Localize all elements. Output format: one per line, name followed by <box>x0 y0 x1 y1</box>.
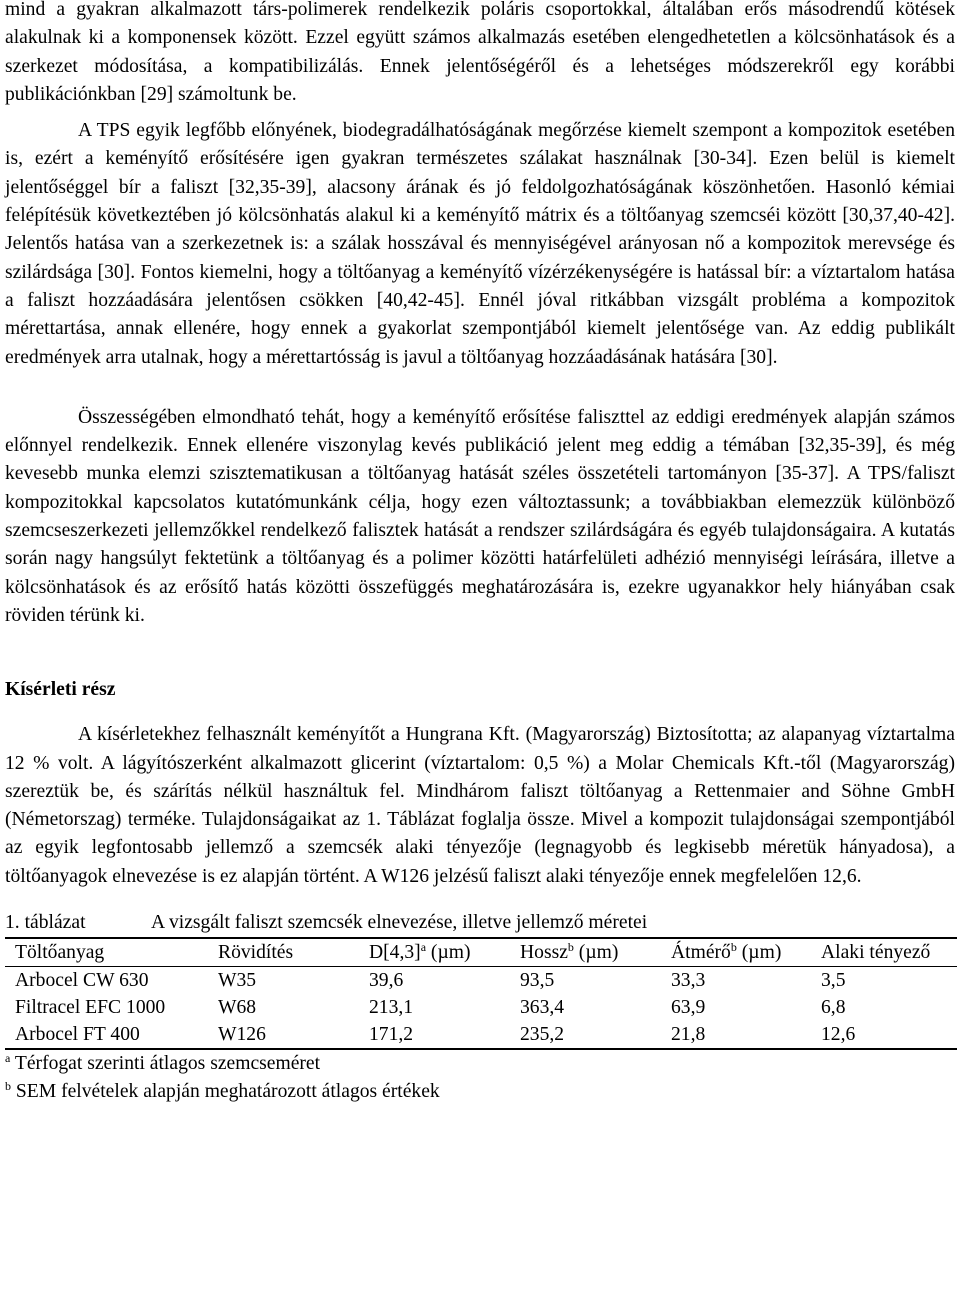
cell-aspect-ratio: 3,5 <box>821 969 846 991</box>
document-page <box>5 0 955 1106</box>
cell-length: 93,5 <box>520 969 555 991</box>
cell-d43: 171,2 <box>359 1021 510 1049</box>
header-length: Hossz$^b$ (µm) <box>510 938 661 967</box>
paragraph-intro-continuation: mind a gyakran alkalmazott társ-polimerek rendelkezik poláris csoportokkal, általában erős másodrendű kötések alakulnak ki a komponensek között. Ezzel együtt számos alkalmazás esetében elengedhetetlen a kölcsönhatások és a szerkezet módosítása, a kompatibilizálás. Ennek jelentőségéről és a lehetséges módszerekről egy korábbi publikációnkban [29] számoltunk be. <box>5 0 955 105</box>
table-row <box>5 967 957 995</box>
cell-diameter: 21,8 <box>661 1021 811 1049</box>
header-aspect-ratio: Alaki tényező <box>811 938 957 967</box>
cell-filler: Arbocel FT 400 <box>5 1021 208 1049</box>
table-caption-text: A vizsgált faliszt szemcsék elnevezése, illetve jellemző méretei <box>151 912 648 934</box>
cell-filler: Arbocel CW 630 <box>15 969 149 991</box>
cell-abbreviation: W35 <box>218 969 257 991</box>
filler-properties-table <box>5 937 957 1050</box>
cell-d43: 213,1 <box>369 996 414 1018</box>
cell-aspect-ratio: 12,6 <box>811 1021 957 1049</box>
header-abbreviation: Rövidítés <box>208 938 359 967</box>
header-diameter: Átmérő$^b$ (µm) <box>661 938 811 967</box>
paragraph-tps-advantages: A TPS egyik legfőbb előnyének, biodegradálhatóságának megőrzése kiemelt szempont a kompozitok esetében is, ezért a keményítő erősítésére igen gyakran természetes szálakat használnak [30-34]. Ezen belül is kiemelt jelentőséggel bír a faliszt [32,35-39], alacsony árának és jó feldolgozhatóságának köszönhetően. Hasonló kémiai felépítésük következtében jó kölcsönhatás alakul ki a keményítő mátrix és a töltőanyag szemcséi között [30,37,40-42]. Jelentős hatása van a szerkezetnek is: a szálak hosszával és mennyiségével arányosan nő a kompozitok merevsége és szilárdsága [30]. Fontos kiemelni, hogy a töltőanyag a keményítő vízérzékenységére is hatással bír: a víztartalom hatása a faliszt hozzáadására jelentősen csökken [40,42-45]. Ennél jóval ritkábban vizsgált probléma a kompozitok mérettartása, annak ellenére, hogy ennek a gyakorlat szempontjából kiemelt jelentősége van. Az eddig publikált eredmények arra utalnak, hogy a mérettartósság is javul a töltőanyag hozzáadásának hatására [30]. <box>5 120 955 368</box>
table-row <box>5 994 957 1021</box>
cell-abbreviation: W126 <box>208 1021 359 1049</box>
header-filler: Töltőanyag <box>5 938 208 967</box>
table-number: 1. táblázat <box>5 912 86 934</box>
cell-abbreviation: W68 <box>218 996 257 1018</box>
cell-length: 363,4 <box>520 996 565 1018</box>
cell-diameter: 63,9 <box>671 996 706 1018</box>
paragraph-summary: Összességében elmondható tehát, hogy a keményítő erősítése faliszttel az eddigi eredmények alapján számos előnnyel rendelkezik. Ennek ellenére viszonylag kevés publikáció jelent meg eddig a témában [32,35-39], és még kevesebb munka elemzi szisztematikusan a töltőanyag hatását széles összetételi tartományon [35-37]. A TPS/faliszt kompozitokkal kapcsolatos kutatómunkánk célja, hogy ezen változtassunk; a továbbiakban elemezzük különböző szemcseszerkezeti jellemzőkkel rendelkező falisztek hatását a rendszer szilárdságára és egyéb tulajdonságaira. A kutatás során nagy hangsúlyt fektetünk a töltőanyag és a polimer közötti határfelületi adhézió mennyiségi leírására, illetve a kölcsönhatások és az erősítő hatás közötti összefüggés meghatározására is, ezekre ugyanakkor hely hiányában csak röviden térünk ki. <box>5 406 955 626</box>
table-row <box>5 1021 957 1049</box>
cell-d43: 39,6 <box>369 969 404 991</box>
cell-length: 235,2 <box>510 1021 661 1049</box>
cell-diameter: 33,3 <box>671 969 706 991</box>
paragraph-materials: A kísérletekhez felhasznált keményítőt a Hungrana Kft. (Magyarország) Biztosította; az alapanyag víztartalma 12 % volt. A lágyítószerként alkalmazott glicerint (víztartalom: 0,5 %) a Molar Chemicals Kft.-től (Magyarország) szereztük be, és szárítás nélkül használtuk fel. Mindhárom faliszt töltőanyag a Rettenmaier and Söhne GmbH (Németorszag) terméke. Tulajdonságaikat az 1. Táblázat foglalja össze. Mivel a kompozit tulajdonságai szempontjából az egyik legfontosabb jellemző a szemcsék alaki tényezője (legnagyobb és legkisebb méretük hányadosa), a töltőanyagok elnevezése is ez alapján történt. A W126 jelzésű faliszt alaki tényezője ennek megfelelően 12,6. <box>5 724 955 887</box>
table-footnote-b: $^b$ SEM felvételek alapján meghatározott átlagos értékek <box>5 1079 440 1103</box>
cell-filler: Filtracel EFC 1000 <box>15 996 166 1018</box>
cell-aspect-ratio: 6,8 <box>821 996 846 1018</box>
header-d43: $D[4,3]^a$ (µm) <box>359 938 510 967</box>
table-header-row <box>5 938 957 967</box>
section-heading-experimental: Kísérleti rész <box>5 679 116 701</box>
table-footnote-a: $^a$ Térfogat szerinti átlagos szemcseméret <box>5 1051 321 1075</box>
table-caption <box>5 909 955 937</box>
